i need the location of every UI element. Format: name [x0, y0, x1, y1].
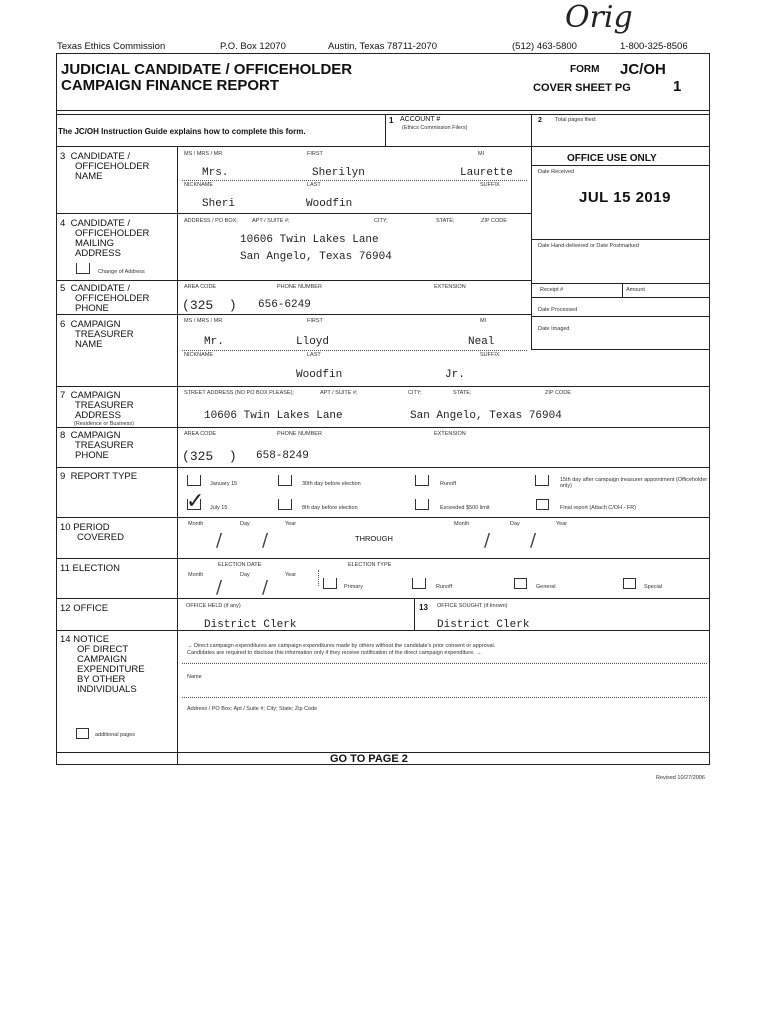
candidate-city-value[interactable]: San Angelo, Texas 76904: [240, 251, 392, 263]
section8-label: 8 CAMPAIGN TREASURER PHONE: [60, 430, 134, 461]
s3-nickname-label: NICKNAME: [184, 182, 214, 188]
day15-label: 15th day after campaign treasurer appointment (Officeholder only): [560, 477, 708, 489]
candidate-last-value[interactable]: Woodfin: [306, 198, 353, 210]
form-word: FORM: [570, 64, 600, 75]
additional-pages-checkbox[interactable]: [76, 728, 89, 739]
treasurer-street-value[interactable]: 10606 Twin Lakes Lane: [204, 410, 343, 422]
candidate-phone-value[interactable]: 656-6249: [258, 299, 311, 311]
general-checkbox[interactable]: [514, 578, 527, 589]
cover-sheet-page: 1: [673, 78, 682, 95]
s7-state-label: STATE;: [453, 390, 472, 396]
s3-suffix-label: SUFFIX: [480, 182, 500, 188]
notice-address-label: Address / PO Box; Apt / Suite #; City; State; Zip Code: [187, 706, 318, 712]
agency-tollfree: 1-800-325-8506: [620, 41, 688, 52]
s6-mi-label: MI: [480, 318, 487, 324]
date-processed-label: Date Processed: [538, 307, 578, 313]
candidate-area-code[interactable]: (325 ): [182, 298, 237, 313]
section6-label: 6 CAMPAIGN TREASURER NAME: [60, 319, 134, 350]
s8-area-label: AREA CODE: [184, 431, 217, 437]
treasurer-area-code[interactable]: (325 ): [182, 449, 237, 464]
s11-month-label: Month: [188, 572, 204, 578]
section4-label: 4 CANDIDATE / OFFICEHOLDER MAILING ADDRESS: [60, 218, 150, 259]
candidate-first-value[interactable]: Sherilyn: [312, 167, 365, 179]
treasurer-last-value[interactable]: Woodfin: [296, 369, 343, 381]
account-sub: (Ethics Commission Filers): [402, 125, 468, 131]
s10-slash-1: /: [216, 530, 223, 551]
s10-year-label: Year: [285, 521, 297, 527]
s4-apt-label: APT / SUITE #;: [252, 218, 290, 224]
office-sought-value[interactable]: District Clerk: [437, 619, 530, 631]
section3-label: 3 CANDIDATE / OFFICEHOLDER NAME: [60, 151, 150, 182]
notice-line1: → Direct campaign expenditures are campaign expenditures made by others without the candidate's prior consent or approval.: [187, 643, 496, 649]
s4-state-label: STATE;: [436, 218, 455, 224]
s10-day2-label: Day: [510, 521, 520, 527]
change-of-address-label: Change of Address: [98, 269, 145, 275]
s11-year-label: Year: [285, 572, 297, 578]
notice-line2: Candidates are required to disclose this information only if they receive notification of the direct campaign expenditure. →: [187, 650, 482, 656]
change-of-address-checkbox[interactable]: [76, 263, 90, 274]
form-title-line1: JUDICIAL CANDIDATE / OFFICEHOLDER: [61, 61, 353, 78]
s6-suffix-label: SUFFIX: [480, 352, 500, 358]
section7-sub: (Residence or Business): [74, 421, 134, 427]
account-label: ACCOUNT #: [400, 116, 441, 123]
day15-checkbox[interactable]: [535, 475, 549, 486]
treasurer-first-value[interactable]: Lloyd: [296, 336, 330, 348]
s3-last-label: LAST: [307, 182, 321, 188]
s11-day-label: Day: [240, 572, 250, 578]
primary-checkbox[interactable]: [323, 578, 337, 589]
exceeded-checkbox[interactable]: [415, 499, 429, 510]
agency-phone: (512) 463-5800: [512, 41, 577, 52]
s10-month2-label: Month: [454, 521, 470, 527]
account-num: 1: [389, 116, 394, 125]
section11-label: 11 ELECTION: [60, 563, 121, 574]
day8-label: 8th day before election: [302, 505, 358, 511]
day30-label: 30th day before election: [302, 481, 361, 487]
s7-zip-label: ZIP CODE: [545, 390, 571, 396]
s5-ext-label: EXTENSION: [434, 284, 466, 290]
treasurer-city-value[interactable]: San Angelo, Texas 76904: [410, 410, 562, 422]
s5-area-label: AREA CODE: [184, 284, 217, 290]
special-label: Special: [644, 584, 663, 590]
office-use-title: OFFICE USE ONLY: [567, 153, 657, 164]
day30-checkbox[interactable]: [278, 475, 292, 486]
section13-num: 13: [419, 603, 428, 612]
additional-pages-label: additional pages: [95, 732, 136, 738]
treasurer-suffix-value[interactable]: Jr.: [445, 369, 465, 381]
section7-label: 7 CAMPAIGN TREASURER ADDRESS: [60, 390, 134, 421]
total-pages-label: Total pages filed:: [555, 117, 597, 123]
date-received-stamp: JUL 15 2019: [579, 189, 671, 206]
s10-day-label: Day: [240, 521, 250, 527]
s6-first-label: FIRST: [307, 318, 323, 324]
s4-city-label: CITY;: [374, 218, 388, 224]
candidate-mi-value[interactable]: Laurette: [460, 167, 513, 179]
form-code: JC/OH: [620, 61, 666, 78]
general-label: General: [536, 584, 556, 590]
s8-ext-label: EXTENSION: [434, 431, 466, 437]
final-report-checkbox[interactable]: [536, 499, 549, 510]
office-sought-label: OFFICE SOUGHT (if known): [437, 603, 508, 609]
jan15-label: January 15: [210, 481, 238, 487]
s4-address-label: ADDRESS / PO BOX;: [184, 218, 238, 224]
candidate-address-value[interactable]: 10606 Twin Lakes Lane: [240, 234, 379, 246]
office-held-label: OFFICE HELD (if any): [186, 603, 241, 609]
agency-city: Austin, Texas 78711-2070: [328, 41, 437, 52]
runoff-election-checkbox[interactable]: [412, 578, 426, 589]
s3-msmrs-label: MS / MRS / MR: [184, 151, 223, 157]
office-held-value[interactable]: District Clerk: [204, 619, 297, 631]
agency-pobox: P.O. Box 12070: [220, 41, 286, 52]
treasurer-phone-value[interactable]: 658-8249: [256, 450, 309, 462]
s5-phone-label: PHONE NUMBER: [277, 284, 322, 290]
s11-slash-1: /: [216, 577, 223, 598]
runoff-election-label: Runoff: [436, 584, 453, 590]
candidate-nickname-value[interactable]: Sheri: [202, 198, 236, 210]
section10-label: 10 PERIOD COVERED: [60, 522, 124, 543]
date-imaged-label: Date Imaged: [538, 326, 570, 332]
candidate-title-value[interactable]: Mrs.: [202, 167, 229, 179]
s10-slash-3: /: [484, 530, 491, 551]
final-report-label: Final report (Attach C/OH - FR): [560, 505, 637, 511]
s7-apt-label: APT / SUITE #;: [320, 390, 358, 396]
amount-label: Amount: [626, 287, 645, 293]
runoff-label: Runoff: [440, 481, 457, 487]
s10-month-label: Month: [188, 521, 204, 527]
exceeded-label: Exceeded $500 limit: [440, 505, 490, 511]
instructions-text: The JC/OH Instruction Guide explains how to complete this form.: [58, 127, 306, 136]
through-label: THROUGH: [355, 534, 393, 543]
s7-city-label: CITY;: [408, 390, 422, 396]
section5-label: 5 CANDIDATE / OFFICEHOLDER PHONE: [60, 283, 150, 314]
section9-label: 9 REPORT TYPE: [60, 471, 138, 482]
section12-label: 12 OFFICE: [60, 603, 109, 614]
election-type-label: ELECTION TYPE: [348, 562, 392, 568]
election-date-label: ELECTION DATE: [218, 562, 262, 568]
date-received-label: Date Received: [538, 169, 575, 175]
s10-slash-2: /: [262, 530, 269, 551]
runoff-checkbox[interactable]: [415, 475, 429, 486]
s7-street-label: STREET ADDRESS (NO PO BOX PLEASE);: [184, 390, 294, 396]
s3-mi-label: MI: [478, 151, 485, 157]
s4-zip-label: ZIP CODE: [481, 218, 507, 224]
goto-page-2[interactable]: GO TO PAGE 2: [330, 753, 408, 765]
form-title-line2: CAMPAIGN FINANCE REPORT: [61, 77, 280, 94]
handwritten-orig-note: Orig: [565, 0, 633, 35]
special-checkbox[interactable]: [623, 578, 636, 589]
s8-phone-label: PHONE NUMBER: [277, 431, 322, 437]
jul15-label: July 15: [210, 505, 228, 511]
cover-sheet-label: COVER SHEET PG: [533, 82, 631, 94]
s6-last-label: LAST: [307, 352, 321, 358]
s10-year2-label: Year: [556, 521, 568, 527]
jul15-checkmark-icon: ✓: [186, 489, 205, 514]
revised-date: Revised 10/27/2006: [656, 775, 705, 781]
treasurer-title-value[interactable]: Mr.: [204, 336, 224, 348]
s6-nickname-label: NICKNAME: [184, 352, 214, 358]
primary-label: Primary: [344, 584, 363, 590]
receipt-label: Receipt #: [540, 287, 564, 293]
hand-delivered-label: Date Hand-delivered or Date Postmarked: [538, 243, 639, 249]
s11-slash-2: /: [262, 577, 269, 598]
jan15-checkbox[interactable]: [187, 475, 201, 486]
s3-first-label: FIRST: [307, 151, 323, 157]
notice-name-label: Name: [187, 674, 202, 680]
total-pages-num: 2: [538, 117, 542, 124]
s6-msmrs-label: MS / MRS / MR: [184, 318, 223, 324]
section14-label: 14 NOTICE OF DIRECT CAMPAIGN EXPENDITURE BY OTHER INDIVIDUALS: [60, 634, 145, 695]
agency-name: Texas Ethics Commission: [57, 41, 166, 52]
s10-slash-4: /: [530, 530, 537, 551]
treasurer-mi-value[interactable]: Neal: [468, 336, 495, 348]
day8-checkbox[interactable]: [278, 499, 292, 510]
